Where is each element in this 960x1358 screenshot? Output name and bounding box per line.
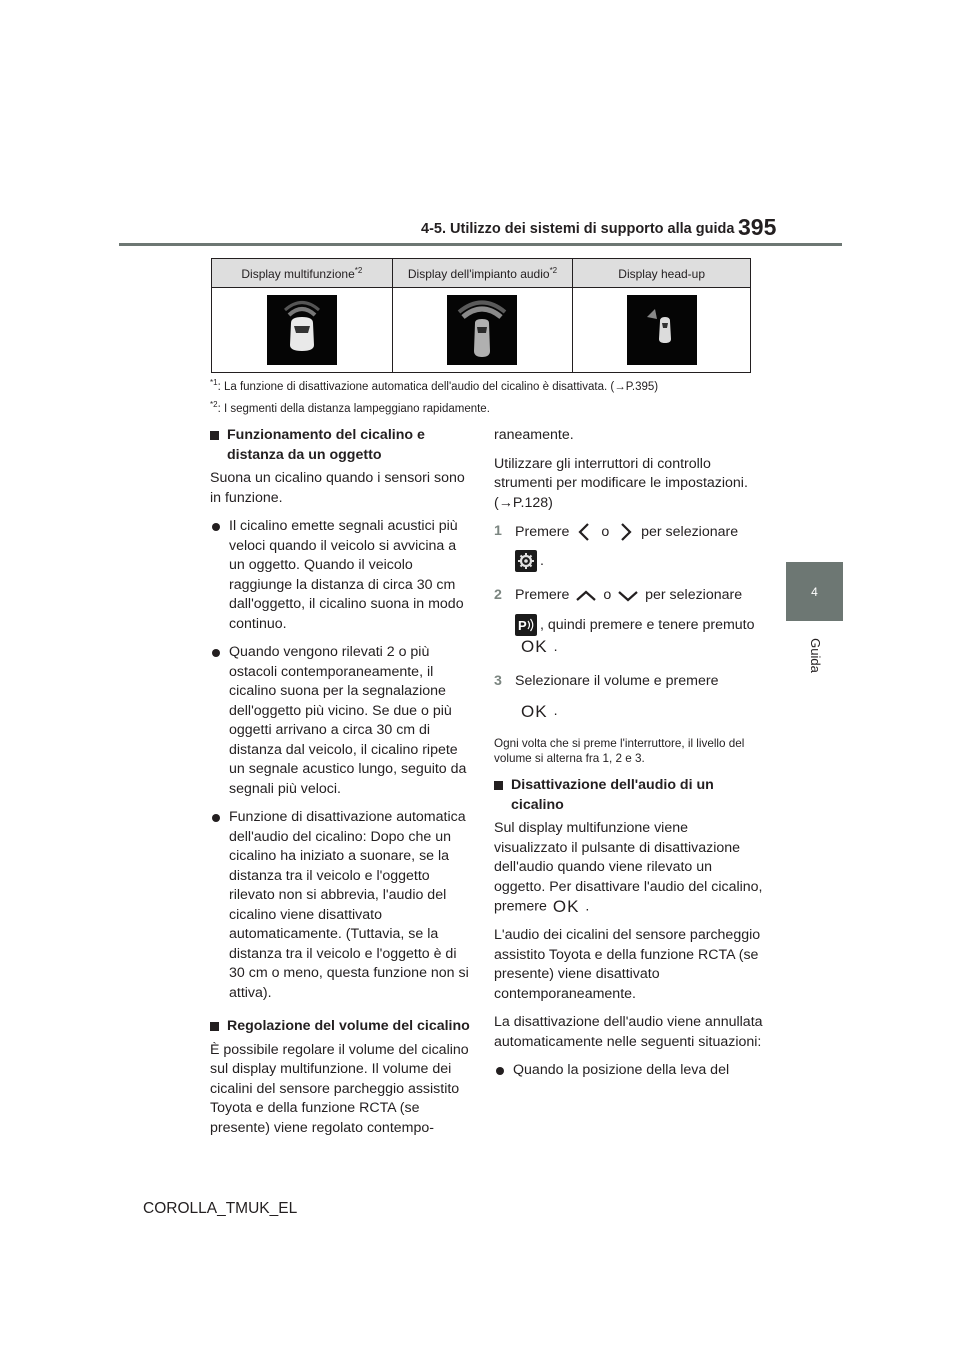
ok-button-symbol: OK — [521, 637, 548, 657]
volume-paragraph: È possibile regolare il volume del cicalino sul display multifunzione. Il volume dei cicalini del sensore parcheggio assistito Toyota e della funzione RCTA (se presente) viene regolato contempo- — [210, 1041, 469, 1136]
document-code: COROLLA_TMUK_EL — [143, 1200, 298, 1217]
chapter-number: 4 — [811, 584, 818, 599]
mute-paragraph-2: L'audio dei cicalini del sensore parcheggio assistito Toyota e della funzione RCTA (se presente) viene disattivato contemporaneamente. — [494, 927, 761, 1002]
table-image-cell — [392, 288, 573, 373]
display-table — [211, 258, 751, 373]
step-3-icon-line — [494, 702, 764, 722]
section-intro: Suona un cicalino quando i sensori sono in funzione. — [210, 470, 465, 506]
step-2 — [494, 586, 764, 606]
step-text: . — [553, 702, 558, 719]
step-text: Premere — [515, 523, 570, 540]
table-image-cell — [212, 288, 393, 373]
step-text: per selezionare — [645, 587, 743, 604]
table-image-row — [212, 288, 751, 373]
step-text: o — [603, 587, 612, 604]
mute-paragraph-3: La disattivazione dell'audio viene annullata automaticamente nelle seguenti situazioni: — [494, 1014, 763, 1050]
section-heading-mute: Disattivazione dell'audio di un cicalino — [494, 776, 764, 815]
chevron-right-icon — [613, 522, 637, 542]
table-header-cell: Display head-up — [573, 259, 751, 288]
step-text: o — [601, 523, 610, 540]
ok-button-symbol: OK — [521, 701, 548, 721]
footnote-2: $^{*2}$: I segmenti della distanza lampeggiano rapidamente. — [210, 400, 490, 415]
step-2-icon-line — [494, 614, 764, 659]
chapter-label-text: Guida — [807, 637, 823, 673]
step-text: . — [553, 639, 558, 655]
paragraph-settings: Utilizzare gli interruttori di controllo strumenti per modificare le impostazioni. (→P.128) — [494, 455, 748, 511]
chevron-up-icon — [573, 587, 599, 605]
chapter-label — [780, 630, 850, 680]
multi-display-car-image — [267, 295, 337, 365]
step-number: 1 — [494, 523, 502, 539]
step-1-icon-line — [494, 550, 764, 572]
right-column — [494, 426, 764, 1090]
step-text: . — [540, 552, 544, 569]
chevron-down-icon — [615, 587, 641, 605]
volume-note: Ogni volta che si preme l'interruttore, il livello del volume si alterna fra 1, 2 e 3. — [494, 737, 745, 765]
left-column — [210, 426, 475, 1147]
step-1 — [494, 522, 764, 542]
section-heading-volume: Regolazione del volume del cicalino — [210, 1017, 475, 1037]
settings-gear-icon — [515, 550, 537, 572]
page-number: 395 — [738, 214, 777, 240]
step-number: 3 — [494, 673, 502, 690]
list-item: Quando la posizione della leva del — [494, 1061, 764, 1081]
paragraph-continuation: raneamente. — [494, 427, 574, 443]
mute-paragraph-1: Sul display multifunzione viene visualizzato il pulsante di disattivazione dell'audio quando viene rilevato un oggetto. Per disattivare l'audio del cicalino, premere OK . — [494, 820, 763, 917]
list-item: Il cicalino emette segnali acustici più veloci quando il veicolo si avvicina a un oggetto. Quando il veicolo raggiunge la distanza di circa 30 cm dall'oggetto, il cicalino suona in modo continuo. — [210, 517, 475, 634]
chapter-tab — [786, 562, 843, 621]
chevron-left-icon — [573, 522, 597, 542]
step-text: , quindi premere e tenere premuto — [540, 616, 755, 633]
svg-text:P: P — [518, 618, 527, 633]
table-header-row — [212, 259, 751, 288]
table-header-cell: Display dell'impianto audio$^{*2}$ — [392, 259, 573, 288]
list-item: Quando vengono rilevati 2 o più ostacoli contemporaneamente, il cicalino suona per la segnalazione dell'oggetto più vicino. Se due o più oggetti arrivano a circa 30 cm di distanza dal veicolo, il cicalino ripete un segnale acustico lungo, seguito da segnali più veloci. — [210, 643, 475, 799]
step-text: Premere — [515, 587, 570, 604]
footnote-1: $^{*1}$: La funzione di disattivazione automatica dell'audio del cicalino è disattivata. (→P.395) — [210, 378, 659, 393]
list-item: Funzione di disattivazione automatica dell'audio del cicalino: Dopo che un cicalino ha iniziato a suonare, se la distanza tra il veicolo e l'oggetto rilevato non si abbrevia, l'audio del cicalino viene disattivato automaticamente. (Tuttavia, se la distanza tra il veicolo e l'oggetto è di 30 cm o meno, questa funzione non si attiva). — [210, 808, 475, 1003]
parking-sensor-icon — [515, 614, 537, 636]
step-text: Selezionare il volume e premere — [515, 673, 719, 690]
section-title: 4-5. Utilizzo dei sistemi di supporto alla guida — [421, 221, 735, 237]
audio-display-car-image — [447, 295, 517, 365]
table-image-cell — [573, 288, 751, 373]
header-rule — [119, 243, 842, 246]
ok-button-symbol: OK — [552, 897, 580, 917]
step-text: per selezionare — [641, 523, 739, 540]
table-header-cell: Display multifunzione$^{*2}$ — [212, 259, 393, 288]
step-number: 2 — [494, 587, 502, 604]
step-3 — [494, 672, 764, 692]
section-heading-buzzer-operation: Funzionamento del cicalino e distanza da un oggetto — [210, 426, 475, 465]
head-up-display-car-image — [627, 295, 697, 365]
